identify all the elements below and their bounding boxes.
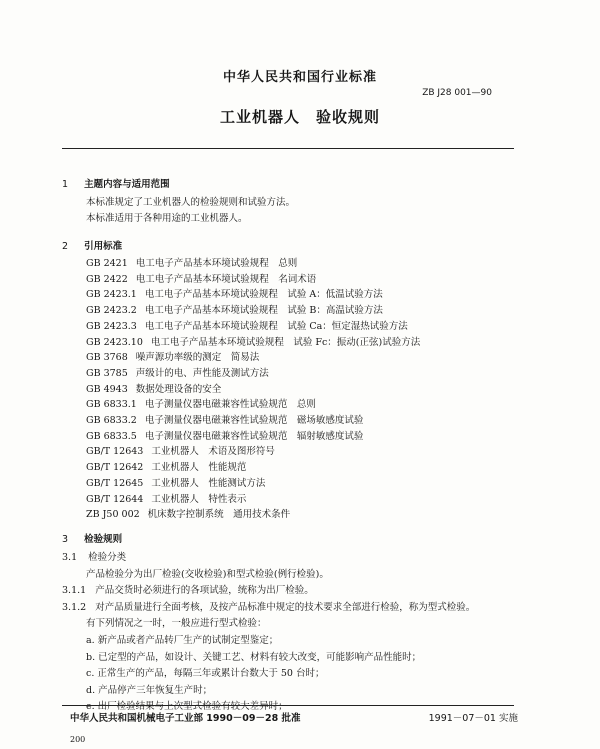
standard-code: GB 2423.3 xyxy=(86,320,137,332)
clause-3-1-1 xyxy=(62,582,314,596)
page-number: 200 xyxy=(70,735,86,744)
standard-code: GB 6833.1 xyxy=(86,399,137,411)
standard-title: 工业机器人 性能规范 xyxy=(151,462,247,474)
section-2-heading xyxy=(62,234,122,253)
standard-code: GB 2422 xyxy=(86,273,128,285)
paragraph: 有下列情况之一时，一般应进行型式检验： xyxy=(86,618,267,629)
standard-entry xyxy=(86,365,269,379)
standard-entry xyxy=(86,428,363,442)
standard-title: 电工电子产品基本环境试验规程 试验 Fc：振动(正弦)试验方法 xyxy=(150,336,421,348)
approval-line: 中华人民共和国机械电子工业部 1990－09－28 批准 xyxy=(70,713,301,724)
title-main: 工业机器人 xyxy=(219,108,300,126)
bottom-rule xyxy=(62,705,514,706)
standard-code: GB/T 12643 xyxy=(86,446,144,458)
standard-entry xyxy=(86,396,316,410)
list-item: b. 已定型的产品，如设计、关键工艺、材料有较大改变，可能影响产品性能时； xyxy=(86,651,422,663)
effective-date: 1991－07－01 实施 xyxy=(428,713,518,724)
standard-title: 电工电子产品基本环境试验规程 名词术语 xyxy=(135,273,317,285)
standard-entry xyxy=(86,491,246,505)
standard-entry xyxy=(86,459,246,473)
subsection-number: 3.1 xyxy=(62,552,78,563)
standard-entry xyxy=(86,506,290,520)
standard-entry xyxy=(86,255,297,269)
standard-title: 电子测量仪器电磁兼容性试验规范 辐射敏感度试验 xyxy=(144,430,364,442)
clause-number: 3.1.1 xyxy=(62,585,87,596)
standard-title: 电子测量仪器电磁兼容性试验规范 磁场敏感度试验 xyxy=(144,415,364,426)
standard-title: 电工电子产品基本环境试验规程 试验 A：低温试验方法 xyxy=(144,289,383,301)
subsection-title: 检验分类 xyxy=(88,552,127,563)
standard-code: GB 2423.1 xyxy=(86,289,137,301)
standard-title: 机床数字控制系统 通用技术条件 xyxy=(147,509,291,521)
standard-title: 电工电子产品基本环境试验规程 试验 B：高温试验方法 xyxy=(144,305,383,317)
list-item: a. 新产品或者产品转厂生产的试制定型鉴定； xyxy=(86,635,279,646)
standard-code: GB/T 12644 xyxy=(86,493,144,505)
standard-entry xyxy=(86,443,275,457)
section-number: 2 xyxy=(62,241,69,252)
standard-entry xyxy=(86,334,420,348)
section-number: 3 xyxy=(62,534,69,545)
standard-code: GB 2421 xyxy=(86,258,128,269)
clause-number: 3.1.2 xyxy=(62,602,87,613)
section-3-heading xyxy=(62,527,122,546)
standard-entry xyxy=(86,381,221,395)
standard-entry xyxy=(86,271,316,285)
paragraph: 产品检验分为出厂检验(交收检验)和型式检验(例行检验)。 xyxy=(86,569,329,580)
list-item: e. 出厂检验结果与上次型式检验有较大差异时； xyxy=(86,701,288,712)
title-sub: 验收规则 xyxy=(316,108,381,126)
standard-code: GB 3785 xyxy=(86,367,128,379)
standard-code: GB 6833.2 xyxy=(86,415,137,426)
section-title: 检验规则 xyxy=(84,534,123,545)
paragraph: 本标准适用于各种用途的工业机器人。 xyxy=(86,213,248,224)
standard-title: 电工电子产品基本环境试验规程 试验 Ca：恒定湿热试验方法 xyxy=(144,320,408,332)
standard-entry xyxy=(86,302,383,316)
standard-entry xyxy=(86,349,259,363)
top-rule xyxy=(62,148,514,149)
standard-code: ZB J28 001—90 xyxy=(422,88,492,98)
section-1-heading xyxy=(62,172,170,191)
clause-3-1-2 xyxy=(62,599,475,613)
section-title: 主题内容与适用范围 xyxy=(84,179,170,190)
standard-entry xyxy=(86,412,363,426)
standard-code: GB/T 12645 xyxy=(86,477,144,489)
standard-code: GB 6833.5 xyxy=(86,430,137,442)
standard-entry xyxy=(86,286,383,300)
list-item: c. 正常生产的产品，每隔三年或累计台数大于 50 台时； xyxy=(86,668,325,679)
clause-text: 产品交货时必须进行的各项试验，统称为出厂检验。 xyxy=(95,585,314,596)
standard-title: 工业机器人 术语及图形符号 xyxy=(151,446,275,458)
section-number: 1 xyxy=(62,179,69,190)
standard-code: GB 2423.2 xyxy=(86,305,137,317)
standard-code: GB 4943 xyxy=(86,383,128,395)
issuing-authority-header: 中华人民共和国行业标准 xyxy=(222,70,377,85)
standard-title: 电子测量仪器电磁兼容性试验规范 总则 xyxy=(144,399,316,411)
standard-title: 电工电子产品基本环境试验规程 总则 xyxy=(135,258,298,269)
document-title xyxy=(0,106,600,127)
subsection-3-1-heading xyxy=(62,549,126,563)
standard-entry xyxy=(86,475,265,489)
list-item: d. 产品停产三年恢复生产时； xyxy=(86,684,213,696)
paragraph: 本标准规定了工业机器人的检验规则和试验方法。 xyxy=(86,197,296,208)
standard-code: GB 2423.10 xyxy=(86,336,143,348)
standard-title: 工业机器人 特性表示 xyxy=(151,493,247,505)
standard-code: GB/T 12642 xyxy=(86,462,144,474)
standard-code: GB 3768 xyxy=(86,352,128,364)
standard-entry xyxy=(86,318,408,332)
clause-text: 对产品质量进行全面考核，及按产品标准中规定的技术要求全部进行检验，称为型式检验。 xyxy=(95,602,476,613)
section-title: 引用标准 xyxy=(84,241,123,252)
standard-title: 声级计的电、声性能及测试方法 xyxy=(135,367,269,379)
standard-title: 工业机器人 性能测试方法 xyxy=(151,477,266,489)
standard-code: ZB J50 002 xyxy=(86,509,140,521)
standard-title: 噪声源功率级的测定 简易法 xyxy=(135,352,260,364)
standard-title: 数据处理设备的安全 xyxy=(135,383,222,395)
